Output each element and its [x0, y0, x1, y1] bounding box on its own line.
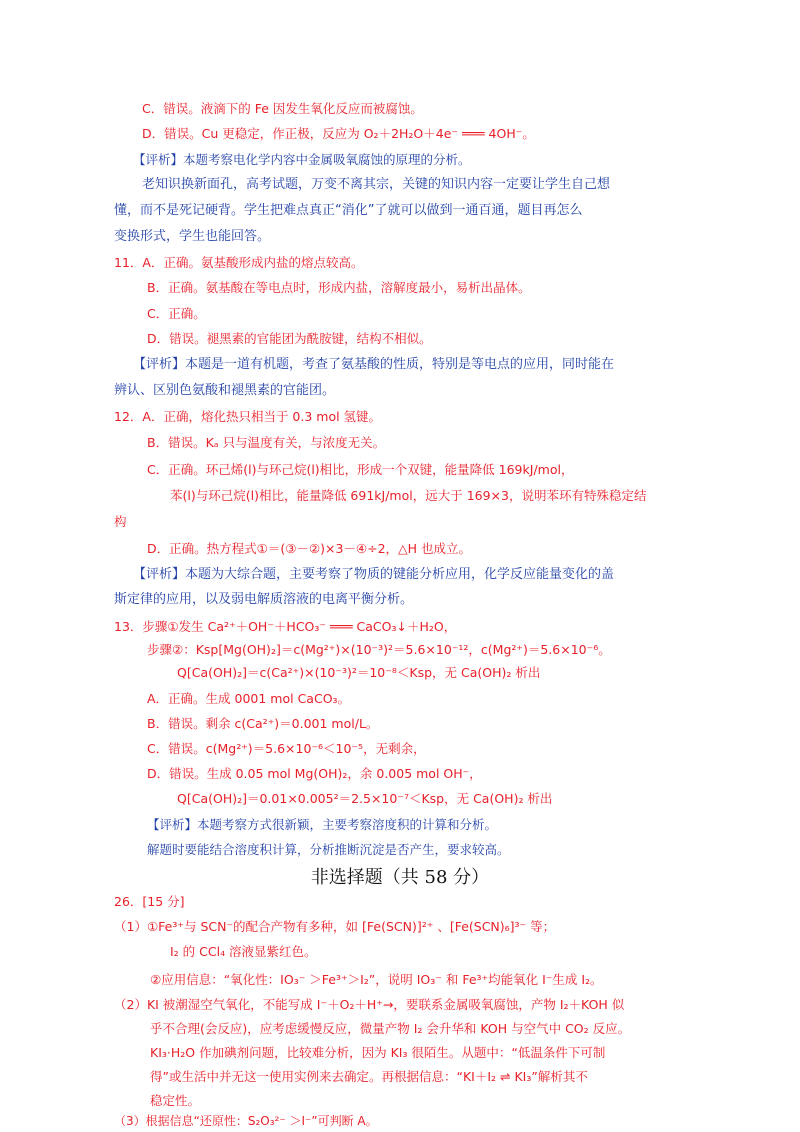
- q12-option-b: B．错误。Kₐ 只与温度有关，与浓度无关。: [147, 435, 386, 450]
- q13-option-d-line-1: D．错误。生成 0.05 mol Mg(OH)₂，余 0.005 mol OH⁻，: [147, 766, 482, 781]
- q13-step-1: 13．步骤①发生 Ca²⁺＋OH⁻＋HCO₃⁻ ═══ CaCO₃↓＋H₂O，: [114, 619, 457, 634]
- q13-option-d-line-2: Q[Ca(OH)₂]＝0.01×0.005²＝2.5×10⁻⁷＜Ksp，无 Ca(OH)₂ 析出: [177, 791, 553, 806]
- q11-option-b: B．正确。氨基酸在等电点时，形成内盐，溶解度最小，易析出晶体。: [147, 280, 531, 295]
- q12-evaluation-line-2: 斯定律的应用，以及弱电解质溶液的电离平衡分析。: [114, 592, 414, 607]
- q10-comment-line-3: 变换形式，学生也能回答。: [114, 229, 271, 244]
- q26-part-3: （3）根据信息“还原性：S₂O₃²⁻ ＞I⁻”可判断 A。: [114, 1114, 378, 1128]
- q10-comment-line-1: 老知识换新面孔，高考试题，万变不离其宗，关键的知识内容一定要让学生自己想: [142, 177, 611, 192]
- q12-evaluation-line-1: 【评析】本题为大综合题，主要考察了物质的键能分析应用，化学反应能量变化的盖: [133, 567, 615, 582]
- q26-part-2-line-3: KI₃·H₂O 作加碘剂问题，比较难分析，因为 KI₃ 很陌生。从题中：“低温条件下可制: [150, 1045, 606, 1060]
- q12-option-c-line-2: 苯(l)与环己烷(l)相比，能量降低 691kJ/mol，远大于 169×3，说明苯环有特殊稳定结: [170, 488, 647, 503]
- q11-option-c: C．正确。: [147, 306, 206, 321]
- q26-part-1-line-3: ②应用信息：“氧化性：IO₃⁻ ＞Fe³⁺＞I₂”，说明 IO₃⁻ 和 Fe³⁺均能氧化 I⁻生成 I₂。: [150, 972, 603, 987]
- q26-part-2-line-4: 得”或生活中并无这一使用实例来去确定。再根据信息：“KI＋I₂ ⇌ KI₃”解析其不: [150, 1069, 588, 1084]
- q10-comment-line-2: 懂，而不是死记硬背。学生把难点真正“消化”了就可以做到一通百通，题目再怎么: [114, 203, 583, 218]
- q13-option-c: C．错误。c(Mg²⁺)＝5.6×10⁻⁶＜10⁻⁵，无剩余，: [147, 741, 426, 756]
- q12-option-d: D．正确。热方程式①＝(③－②)×3－④÷2，△H 也成立。: [147, 541, 472, 556]
- q26-part-1-line-1: （1）①Fe³⁺与 SCN⁻的配合产物有多种，如 [Fe(SCN)]²⁺ 、[Fe(SCN)₆]³⁻ 等；: [114, 919, 556, 934]
- q10-option-d: D．错误。Cu 更稳定，作正极，反应为 O₂＋2H₂O＋4e⁻ ═══ 4OH⁻。: [142, 126, 535, 141]
- q13-evaluation-line-1: 【评析】本题考察方式很新颖，主要考察溶度积的计算和分析。: [147, 817, 498, 832]
- q26-part-2-line-2: 乎不合理(会反应)，应考虑缓慢反应，微量产物 I₂ 会升华和 KOH 与空气中 CO₂ 反应。: [150, 1021, 631, 1036]
- q13-evaluation-line-2: 解题时要能结合溶度积计算，分析推断沉淀是否产生，要求较高。: [147, 842, 510, 857]
- q26-part-1-line-2: I₂ 的 CCl₄ 溶液显紫红色。: [170, 944, 317, 959]
- q11-evaluation-line-1: 【评析】本题是一道有机题，考查了氨基酸的性质，特别是等电点的应用，同时能在: [133, 357, 615, 372]
- q10-evaluation: 【评析】本题考察电化学内容中金属吸氧腐蚀的原理的分析。: [133, 152, 471, 167]
- q10-option-c: C．错误。液滴下的 Fe 因发生氧化反应而被腐蚀。: [142, 101, 423, 116]
- q12-option-c-line-1: C．正确。环己烯(l)与环己烷(l)相比，形成一个双键，能量降低 169kJ/mol，: [147, 462, 574, 477]
- q11-evaluation-line-2: 辨认、区别色氨酸和褪黑素的官能团。: [114, 383, 336, 398]
- q12-option-a: 12．A．正确，熔化热只相当于 0.3 mol 氢键。: [114, 409, 382, 424]
- q26-part-2-line-5: 稳定性。: [150, 1093, 201, 1108]
- q26-part-2-line-1: （2）KI 被潮湿空气氧化，不能写成 I⁻＋O₂＋H⁺→，要联系金属吸氧腐蚀，产物 I₂＋KOH 似: [114, 997, 625, 1012]
- q13-step-2-check: Q[Ca(OH)₂]＝c(Ca²⁺)×(10⁻³)²＝10⁻⁸＜Ksp，无 Ca(OH)₂ 析出: [177, 665, 541, 680]
- q11-option-d: D．错误。褪黑素的官能团为酰胺键，结构不相似。: [147, 331, 432, 346]
- q11-option-a: 11．A．正确。氨基酸形成内盐的熔点较高。: [114, 255, 364, 270]
- q26-heading: 26．[15 分]: [114, 894, 185, 909]
- q13-option-a: A．正确。生成 0001 mol CaCO₃。: [147, 691, 351, 706]
- q13-option-b: B．错误。剩余 c(Ca²⁺)＝0.001 mol/L。: [147, 716, 379, 731]
- q12-option-c-line-3: 构: [114, 514, 127, 529]
- q13-step-2: 步骤②：Ksp[Mg(OH)₂]＝c(Mg²⁺)×(10⁻³)²＝5.6×10⁻¹²，c(Mg²⁺)＝5.6×10⁻⁶。: [147, 642, 611, 657]
- section-title: 非选择题（共 58 分）: [310, 867, 490, 888]
